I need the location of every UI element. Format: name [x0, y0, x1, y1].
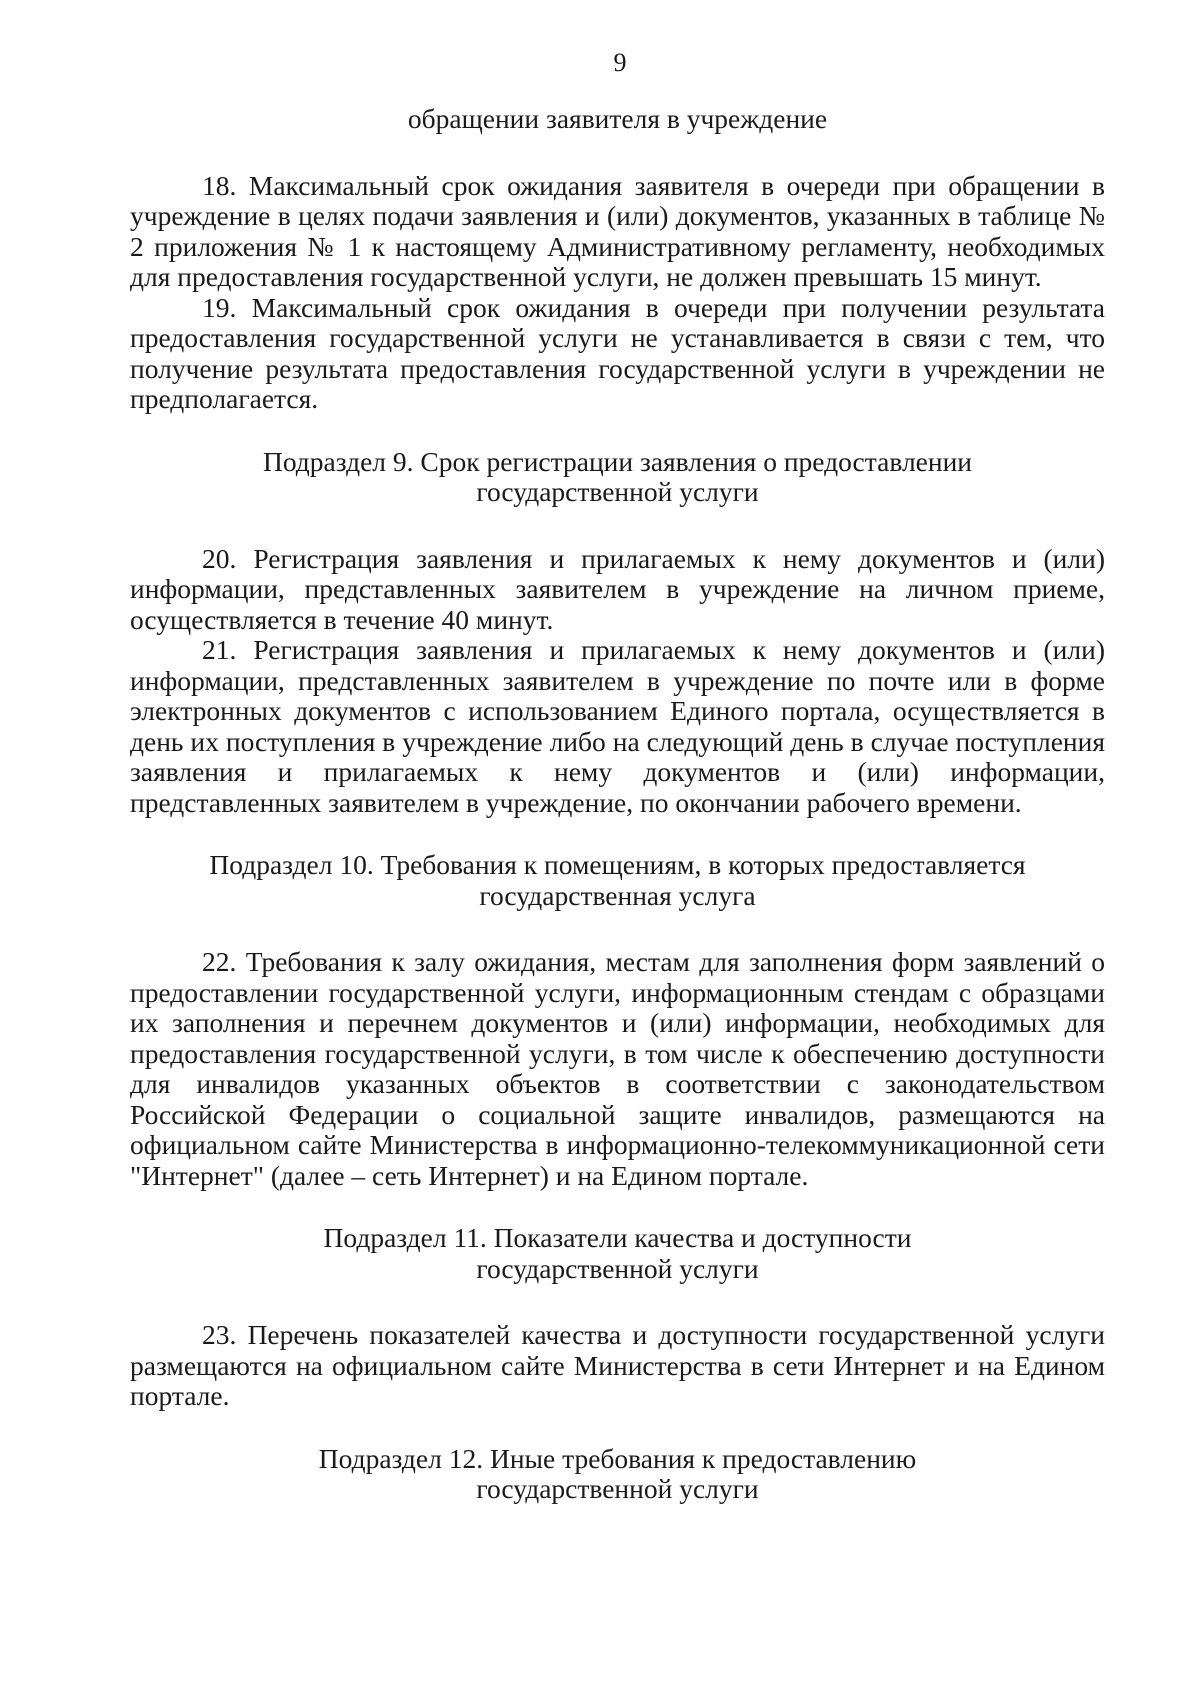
paragraph-23: 23. Перечень показателей качества и доступности государственной услуги размещаются на официальном сайте Министерства в сети Интернет и на Едином портале. [130, 1319, 1105, 1411]
continuation-heading-line: обращении заявителя в учреждение [407, 103, 828, 134]
section-heading-line: Подраздел 12. Иные требования к предоставлению [318, 1442, 917, 1474]
paragraph-21: 21. Регистрация заявления и прилагаемых к нему документов и (или) информации, представленных заявителем в учреждение по почте или в форме электронных документов с использованием Единого портала, осуществляется в день их поступления в учреждение либо на следующий день в случае поступления заявления и прилагаемых к нему документов и (или) информации, представленных заявителем в учреждение, по окончании рабочего времени. [130, 634, 1105, 818]
section-12-heading [130, 1444, 1105, 1505]
section-heading-line: государственной услуги [476, 476, 759, 507]
paragraph-19: 19. Максимальный срок ожидания в очереди при получении результата предоставления государственной услуги не устанавливается в связи с тем, что получение результата предоставления государственной услуги в учреждении не предполагается. [130, 291, 1105, 414]
paragraph-22: 22. Требования к залу ожидания, местам для заполнения форм заявлений о предоставлении государственной услуги, информационным стендам с образцами их заполнения и перечнем документов и (или) информации, необходимых для предоставления государственной услуги, в том числе к обеспечению доступности для инвалидов указанных объектов в соответствии с законодательством Российской Федерации о социальной защите инвалидов, размещаются на официальном сайте Министерства в информационно-телекоммуникационной сети "Интернет" (далее – сеть Интернет) и на Едином портале. [130, 946, 1105, 1191]
section-10-heading [130, 850, 1105, 911]
section-heading-line: Подраздел 9. Срок регистрации заявления о предоставлении [262, 445, 973, 477]
section-heading-line: государственной услуги [476, 1473, 759, 1504]
section-heading-line: Подраздел 10. Требования к помещениям, в которых предоставляется [209, 849, 1026, 880]
paragraph-20: 20. Регистрация заявления и прилагаемых к нему документов и (или) информации, представленных заявителем в учреждение на личном приеме, осуществляется в течение 40 минут. [130, 542, 1105, 635]
section-11-heading [130, 1223, 1105, 1284]
paragraph-18: 18. Максимальный срок ожидания заявителя в очереди при обращении в учреждение в целях подачи заявления и (или) документов, указанных в таблице № 2 приложения № 1 к настоящему Административному регламенту, необходимых для предоставления государственной услуги, не должен превышать 15 минут. [130, 169, 1105, 292]
page-number: 9 [613, 48, 627, 77]
section-heading-line: государственная услуга [479, 879, 756, 911]
section-heading-line: Подраздел 11. Показатели качества и доступности [323, 1222, 912, 1253]
section-heading-line: государственной услуги [476, 1252, 759, 1284]
document-body [130, 104, 1105, 1505]
section-9-heading [130, 447, 1105, 508]
